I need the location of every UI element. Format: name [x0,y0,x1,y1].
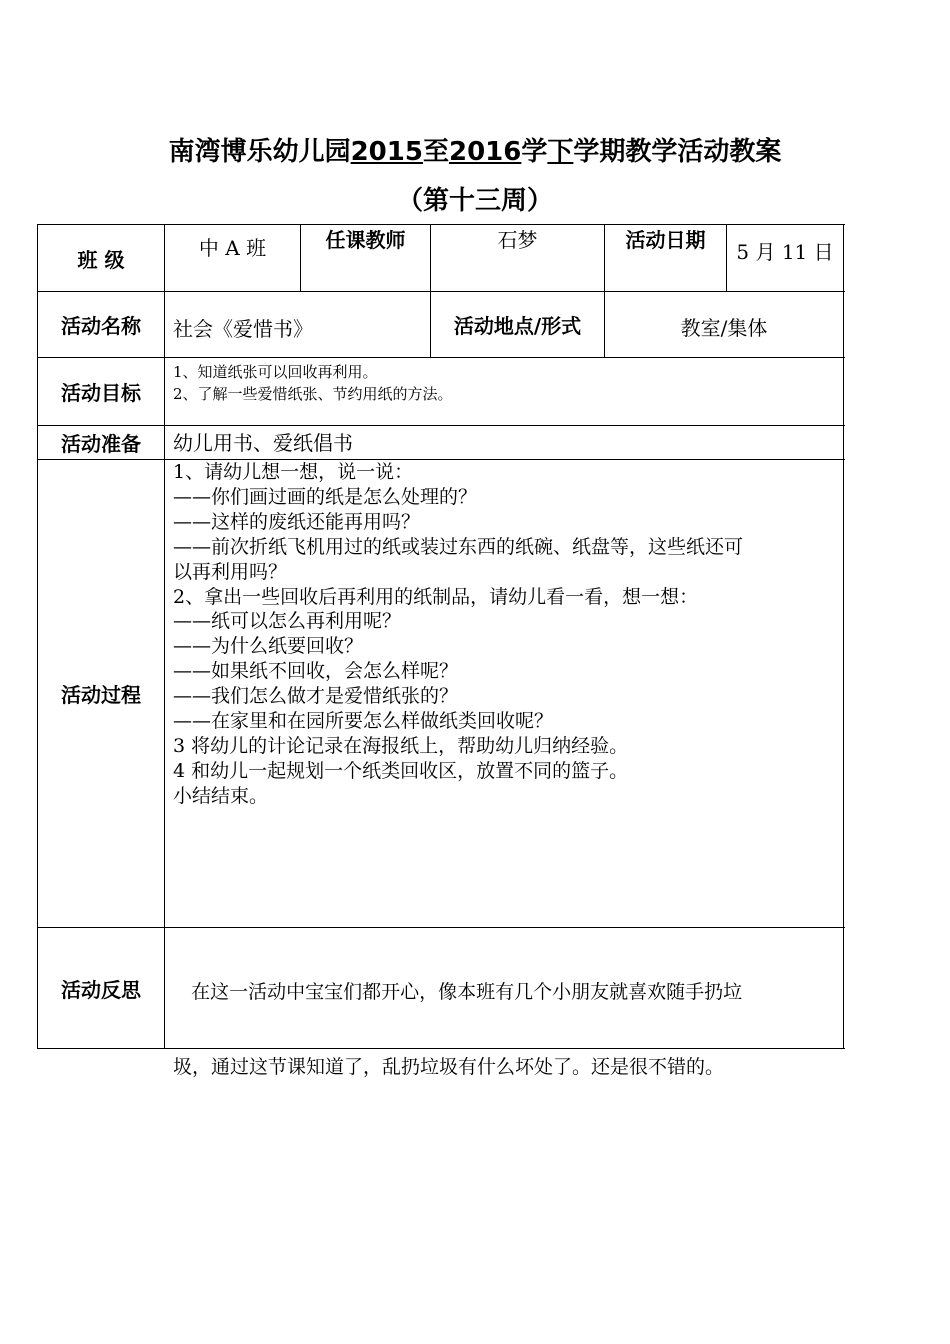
class-value: 中 A 班 [198,236,267,260]
activity-name-value: 社会《爱惜书》 [173,317,313,341]
year-from: 2015 [350,137,423,167]
date-value: 5 月 11 日 [736,240,834,264]
reflection-label: 活动反思 [61,977,141,1002]
process-line: ——这样的废纸还能再用吗？ [173,510,421,533]
process-line: 1、请幼儿想一想，说一说： [173,461,414,483]
goals-list [173,361,838,405]
goals-label: 活动目标 [61,381,141,405]
process-line: ——在家里和在园所要怎么样做纸类回收呢？ [173,710,554,733]
class-label: 班 级 [77,247,125,272]
process-line: 2、拿出一些回收后再利用的纸制品，请幼儿看一看，想一想： [173,585,699,608]
process-label: 活动过程 [61,682,141,707]
year-to: 2016 [448,137,522,167]
process-line: 以再利用吗？ [173,560,288,583]
process-line: ——你们画过画的纸是怎么处理的？ [173,485,478,508]
teacher-label: 任课教师 [325,228,406,252]
title-rest: 学期教学活动教案 [573,137,782,167]
title-to: 至 [422,137,449,167]
week-subtitle: （第十三周） [396,186,553,216]
reflection-line: 在这一活动中宝宝们都开心，像本班有几个小朋友就喜欢随手扔垃 [173,980,743,1003]
process-content [173,460,841,809]
reflection-line: 圾，通过这节课知道了，乱扔垃圾有什么坏处了。还是很不错的。 [173,1055,725,1078]
kindergarten-name: 南湾博乐幼儿园 [168,137,351,167]
semester: 下 [547,137,574,167]
date-label: 活动日期 [625,228,706,252]
teacher-value: 石梦 [497,228,538,252]
process-line: 3 将幼儿的计论记录在海报纸上，帮助幼儿归纳经验。 [173,734,629,757]
document-title [0,131,950,168]
process-line: ——纸可以怎么再利用呢？ [173,610,402,633]
title-xue: 学 [521,137,548,167]
process-line: ——如果纸不回收，会怎么样呢？ [173,660,459,683]
activity-place-value: 教室/集体 [680,316,768,340]
prep-value: 幼儿用书、爱纸倡书 [173,431,353,455]
activity-place-label: 活动地点/形式 [453,314,582,338]
process-line: ——我们怎么做才是爱惜纸张的？ [173,685,459,708]
process-line: ——为什么纸要回收？ [173,635,364,658]
goal-item: 2、了解一些爱惜纸张、节约用纸的方法。 [173,385,453,403]
activity-name-label: 活动名称 [61,314,141,338]
process-line: ——前次折纸飞机用过的纸或装过东西的纸碗、纸盘等，这些纸还可 [173,535,744,558]
process-line: 4 和幼儿一起规划一个纸类回收区，放置不同的篮子。 [173,759,629,782]
goal-item: 1、知道纸张可以回收再利用。 [173,363,378,381]
reflection-content [173,930,841,1104]
prep-label: 活动准备 [61,432,141,456]
process-line: 小结结束。 [173,784,269,807]
